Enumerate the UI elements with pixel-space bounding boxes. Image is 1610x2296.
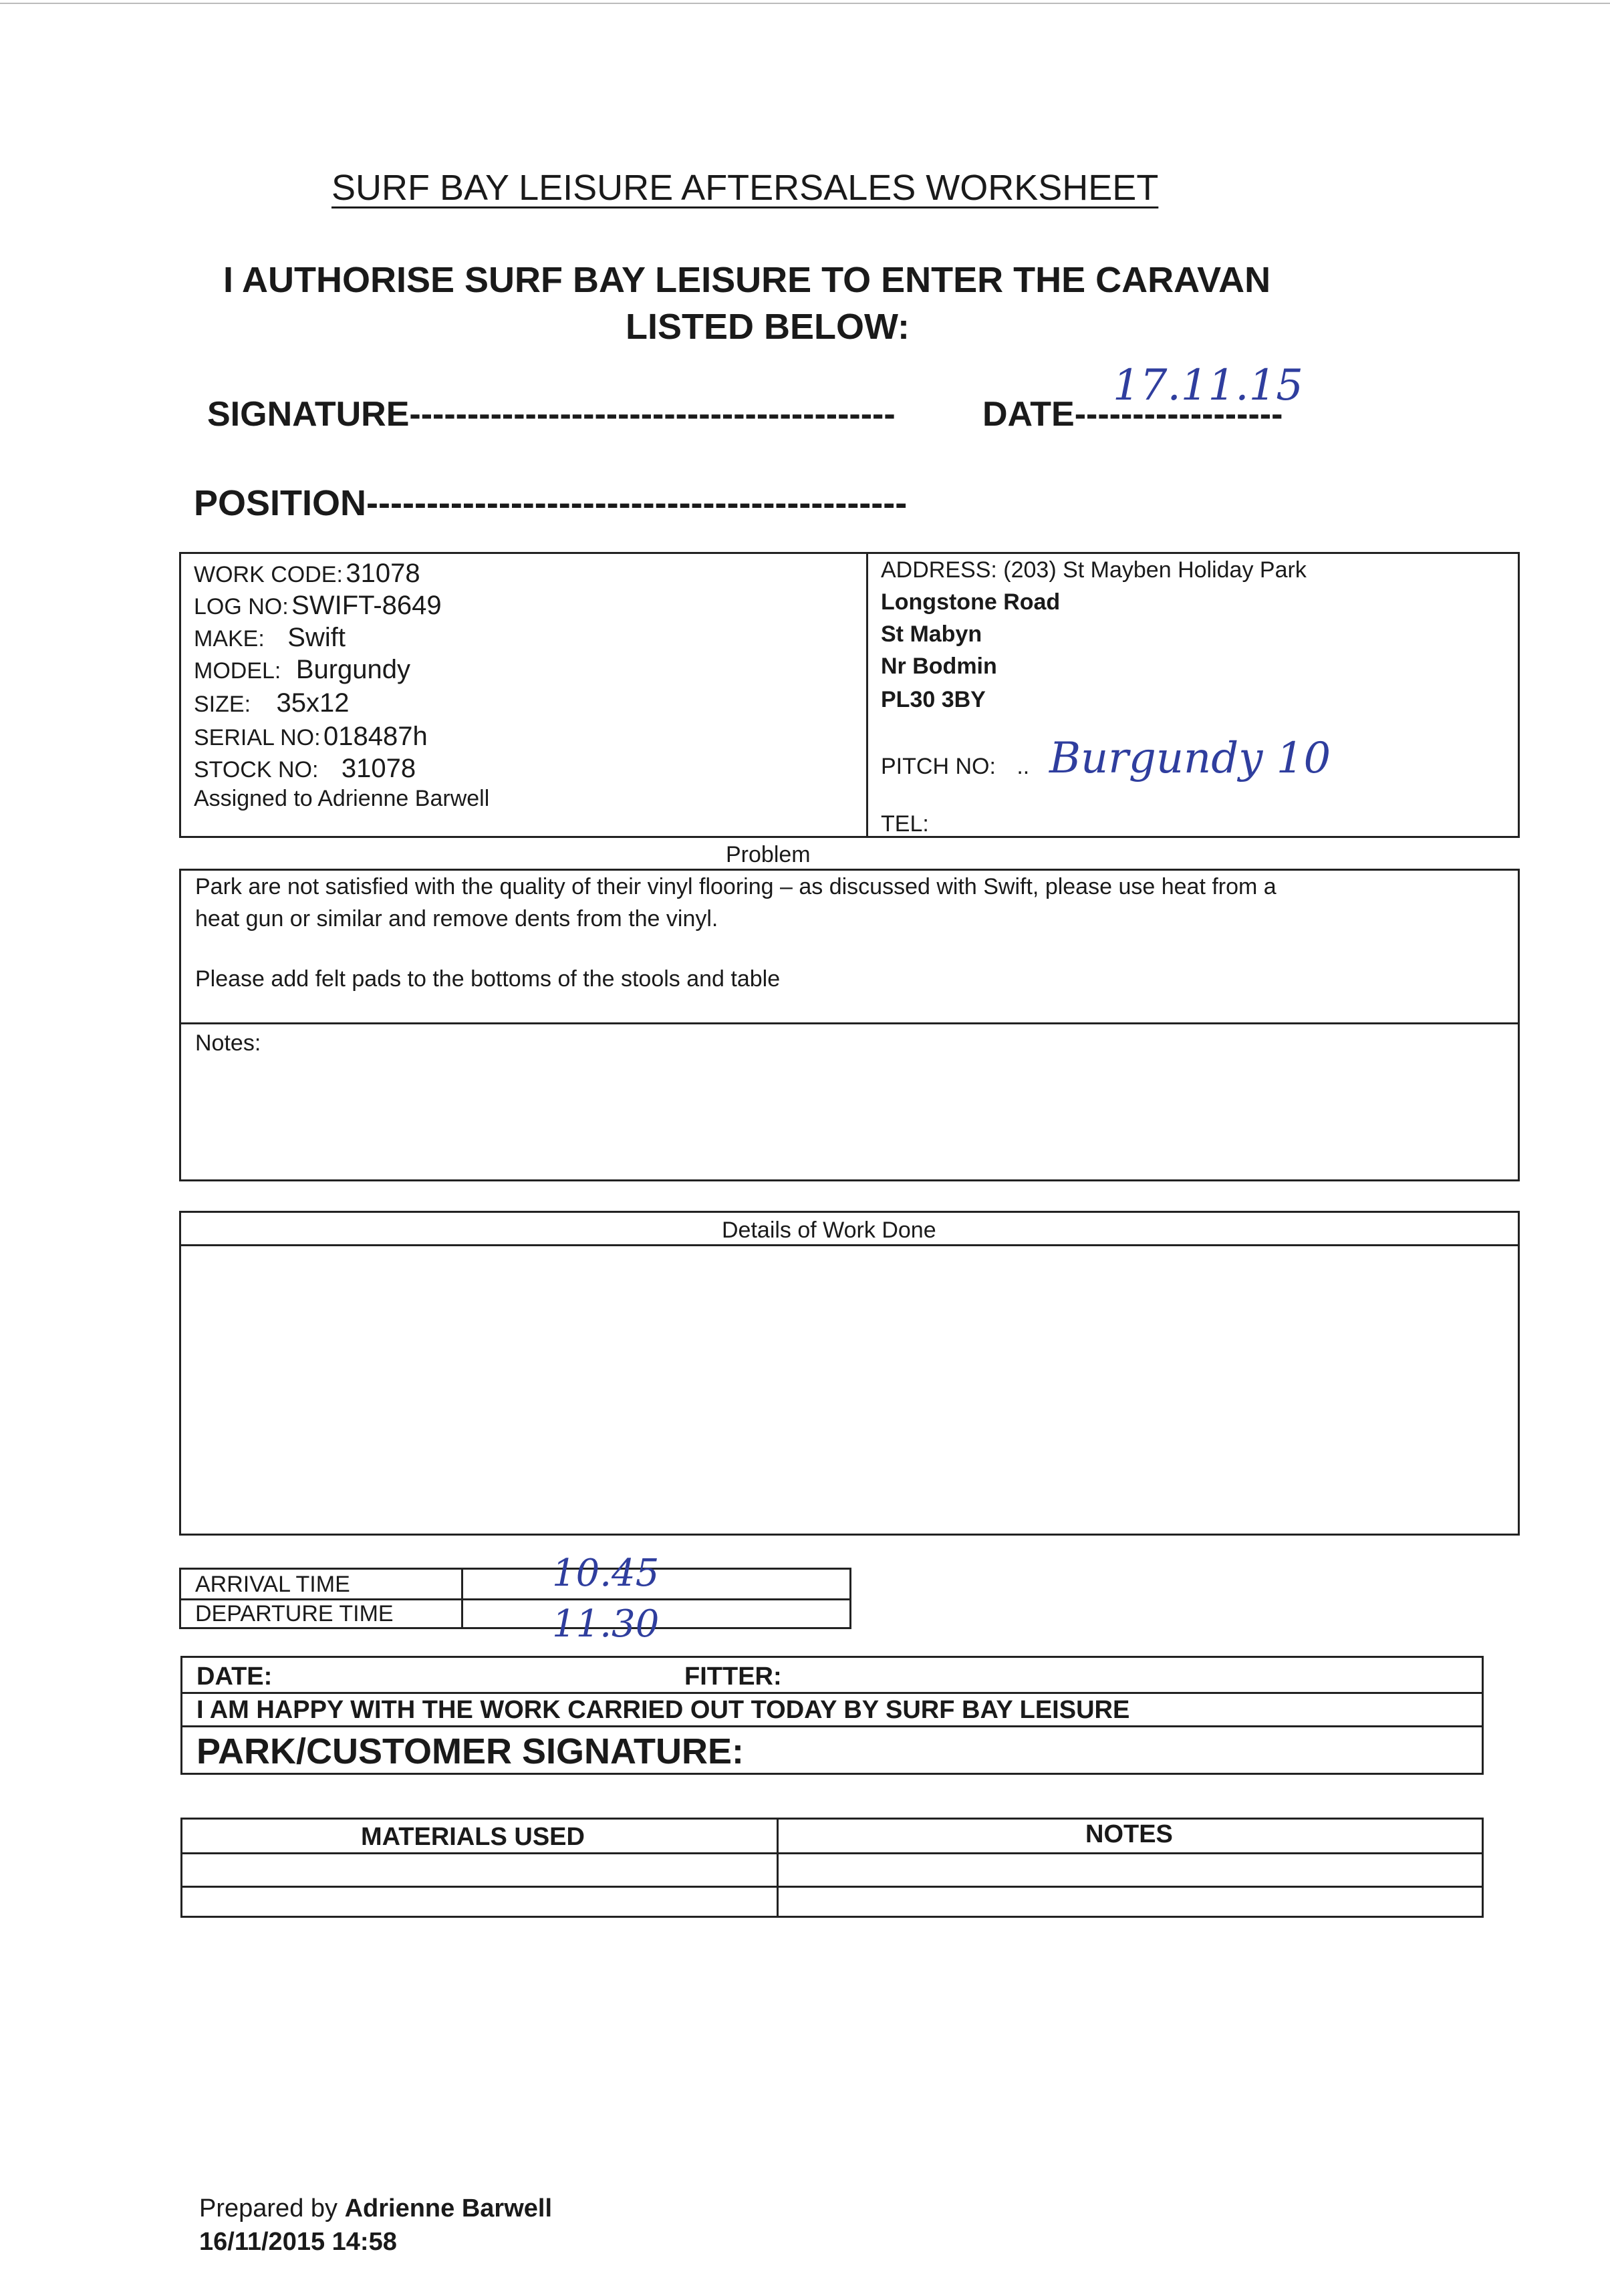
log-no-value: SWIFT-8649: [291, 591, 442, 620]
work-done-heading: Details of Work Done: [722, 1217, 936, 1243]
arrival-time-value: 10.45: [552, 1552, 660, 1595]
address-line-2: Longstone Road: [881, 589, 1061, 615]
times-row-divider: [179, 1598, 851, 1600]
materials-col-divider: [777, 1818, 779, 1918]
work-done-box: [179, 1211, 1520, 1536]
stock-no-row: [194, 754, 416, 784]
serial-no-row: [194, 722, 428, 752]
serial-no-value: 018487h: [323, 722, 428, 751]
address-row: [881, 557, 1307, 583]
address-line-3: St Mabyn: [881, 621, 982, 647]
log-no-row: [194, 591, 442, 621]
problem-heading: Problem: [726, 842, 811, 867]
size-row: [194, 688, 349, 718]
signoff-date-label: DATE:: [196, 1663, 273, 1691]
happy-text: I AM HAPPY WITH THE WORK CARRIED OUT TODAY BY SURF BAY LEISURE: [196, 1696, 1130, 1724]
date-handwritten: 17.11.15: [1113, 361, 1303, 410]
serial-no-label: SERIAL NO:: [194, 725, 321, 750]
notes-label: Notes:: [195, 1030, 261, 1056]
prepared-by-name: Adrienne Barwell: [344, 2194, 552, 2222]
scan-edge: [0, 3, 1610, 4]
problem-text-1: Park are not satisfied with the quality of their vinyl flooring – as discussed with Swift, please use heat from a: [195, 874, 1277, 899]
problem-text-3: Please add felt pads to the bottoms of the stools and table: [195, 966, 781, 992]
work-code-label: WORK CODE:: [194, 562, 343, 587]
prepared-by-label: Prepared by: [199, 2194, 338, 2222]
work-done-header-line: [179, 1244, 1520, 1246]
assigned-to: Assigned to Adrienne Barwell: [194, 786, 490, 811]
address-line-4: Nr Bodmin: [881, 654, 997, 679]
size-value: 35x12: [276, 688, 350, 718]
address-line-1: (203) St Mayben Holiday Park: [1003, 557, 1307, 583]
model-label: MODEL:: [194, 658, 281, 684]
worksheet-title: SURF BAY LEISURE AFTERSALES WORKSHEET: [331, 168, 1159, 208]
model-row: [194, 655, 410, 685]
departure-time-value: 11.30: [552, 1602, 660, 1646]
materials-row-divider-1: [180, 1852, 1484, 1854]
make-value: Swift: [287, 623, 346, 652]
fitter-label: FITTER:: [684, 1663, 782, 1691]
address-label: ADDRESS:: [881, 557, 997, 583]
tel-label: TEL:: [881, 811, 929, 837]
signature-label: SIGNATURE------------------------------------------: [207, 395, 896, 434]
position-label: POSITION---------------------------------------------: [194, 483, 908, 523]
date-label: DATE------------------: [982, 395, 1283, 434]
log-no-label: LOG NO:: [194, 594, 289, 619]
departure-time-label: DEPARTURE TIME: [195, 1601, 394, 1626]
make-label: MAKE:: [194, 626, 265, 652]
times-col-divider: [461, 1568, 463, 1629]
stock-no-label: STOCK NO:: [194, 757, 319, 782]
size-label: SIZE:: [194, 692, 251, 717]
authorise-line-2: LISTED BELOW:: [626, 307, 910, 347]
authorise-line-1: I AUTHORISE SURF BAY LEISURE TO ENTER THE CARAVAN: [223, 260, 1271, 300]
problem-text-2: heat gun or similar and remove dents from the vinyl.: [195, 906, 718, 931]
arrival-time-label: ARRIVAL TIME: [195, 1572, 350, 1597]
details-divider: [866, 552, 868, 838]
problem-notes-divider: [179, 1022, 1520, 1024]
materials-row-divider-2: [180, 1886, 1484, 1888]
address-line-5: PL30 3BY: [881, 687, 986, 712]
signoff-divider-1: [180, 1692, 1484, 1694]
pitch-prefix: ..: [1017, 754, 1030, 779]
materials-used-header: MATERIALS USED: [361, 1823, 585, 1851]
model-value: Burgundy: [295, 655, 411, 684]
work-code-value: 31078: [346, 559, 420, 588]
stock-no-value: 31078: [341, 754, 416, 783]
work-code-row: [194, 559, 420, 589]
signoff-divider-2: [180, 1725, 1484, 1727]
customer-signature-label: PARK/CUSTOMER SIGNATURE:: [196, 1731, 745, 1771]
prepared-timestamp: 16/11/2015 14:58: [199, 2228, 397, 2256]
make-row: [194, 623, 346, 653]
prepared-by: [199, 2194, 552, 2223]
pitch-label: PITCH NO:: [881, 754, 996, 779]
pitch-handwritten: Burgundy 10: [1049, 734, 1331, 783]
pitch-row: [881, 754, 1029, 780]
notes-header: NOTES: [1085, 1820, 1173, 1848]
